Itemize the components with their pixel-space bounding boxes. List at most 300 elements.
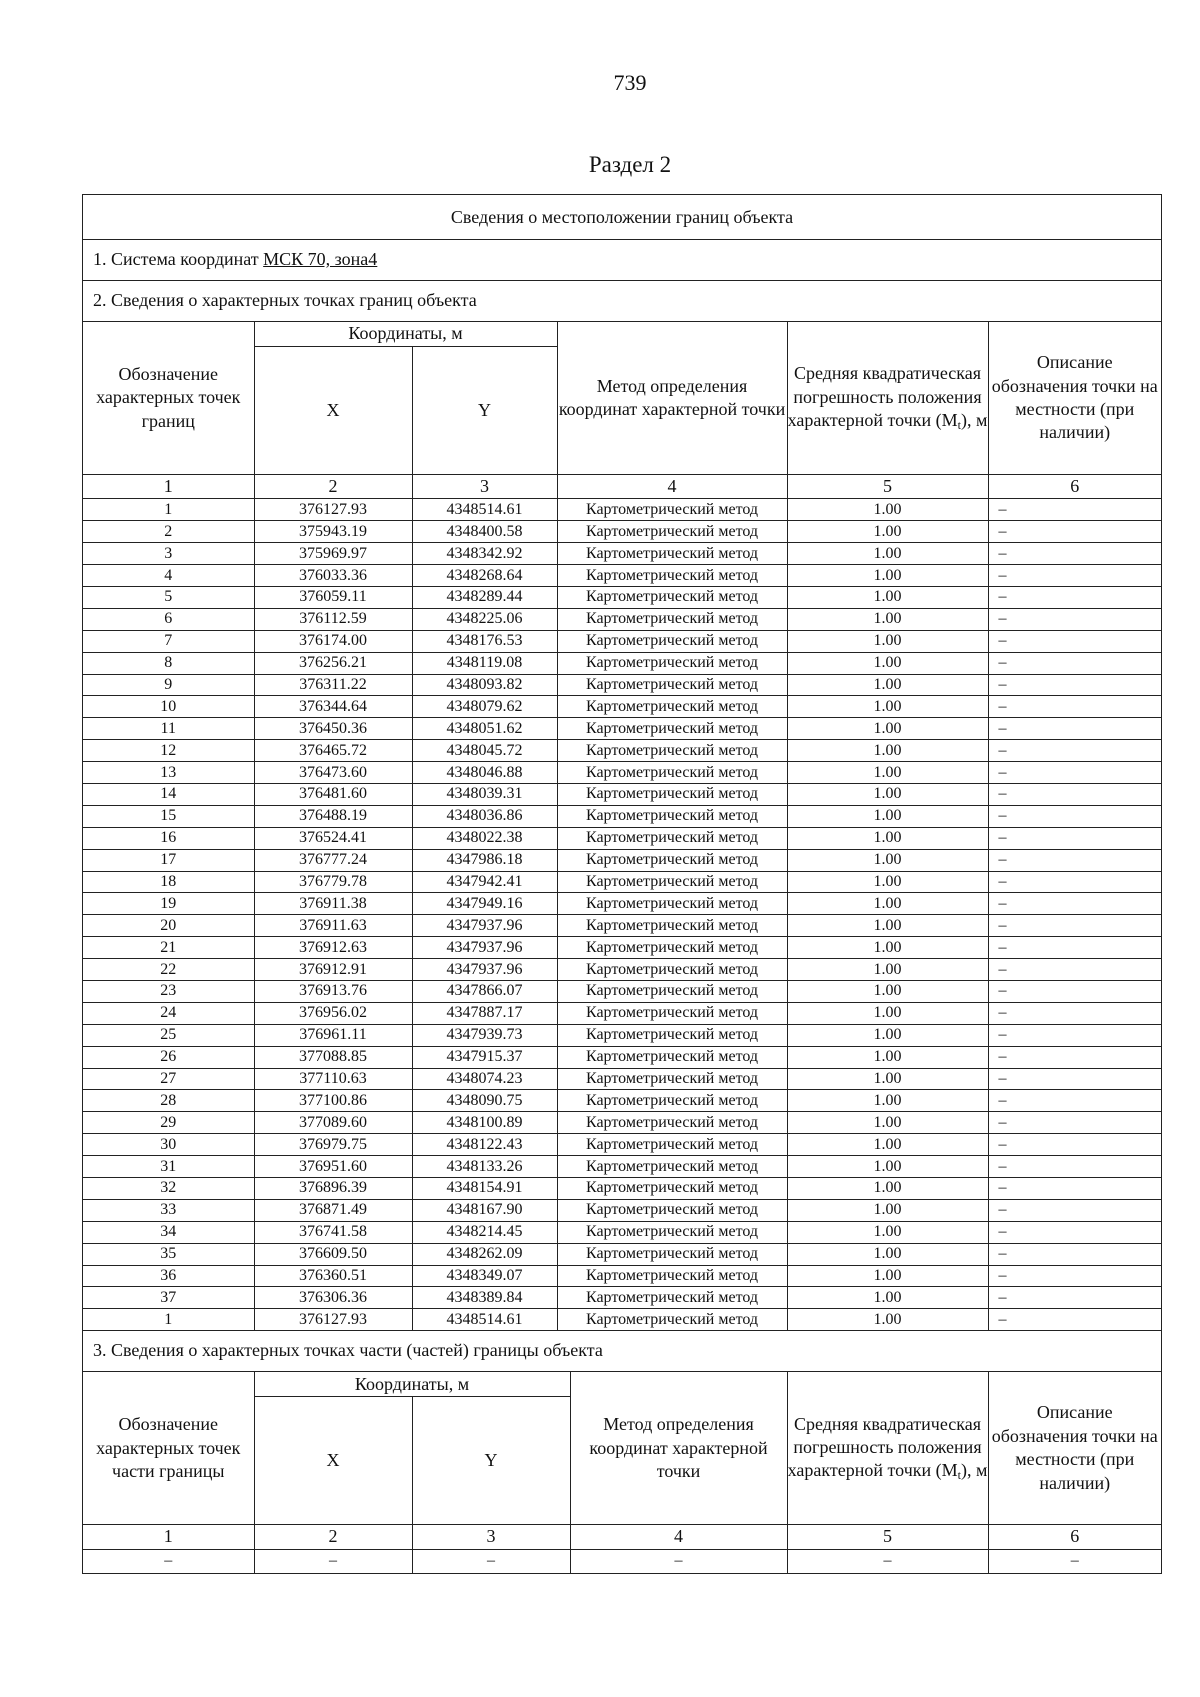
cell-coord-y: 4348289.44	[412, 586, 557, 608]
section-title: Раздел 2	[588, 152, 672, 177]
cell-point-id: 23	[83, 980, 254, 1002]
cell-coord-y: 4348090.75	[412, 1090, 557, 1112]
table-row	[83, 740, 1161, 762]
cell-desc: –	[988, 1024, 1161, 1046]
table-row	[83, 1243, 1161, 1265]
cell-coord-x: 376779.78	[254, 871, 412, 893]
cell-point-id: 26	[83, 1046, 254, 1068]
cell-error: 1.00	[787, 1265, 988, 1287]
cell-coord-y: 4348046.88	[412, 762, 557, 784]
cell-error: 1.00	[787, 1002, 988, 1024]
cell-point-id: 37	[83, 1287, 254, 1309]
column-number: 2	[254, 1525, 412, 1549]
table-cell: –	[787, 1549, 988, 1573]
s3-header-error	[787, 1372, 988, 1525]
cell-desc: –	[988, 608, 1161, 630]
table-row	[83, 1112, 1161, 1134]
coord-system-line	[83, 240, 1161, 281]
cell-desc: –	[988, 1046, 1161, 1068]
cell-error: 1.00	[787, 1090, 988, 1112]
cell-error: 1.00	[787, 630, 988, 652]
cell-method: Картометрический метод	[557, 1178, 787, 1200]
cell-coord-x: 376524.41	[254, 827, 412, 849]
cell-point-id: 22	[83, 959, 254, 981]
cell-coord-y: 4348514.61	[412, 1309, 557, 1331]
cell-coord-y: 4348349.07	[412, 1265, 557, 1287]
cell-method: Картометрический метод	[557, 740, 787, 762]
cell-error: 1.00	[787, 871, 988, 893]
table-row	[83, 893, 1161, 915]
s3-header-point: Обозначение характерных точек части границы	[83, 1372, 254, 1525]
cell-point-id: 6	[83, 608, 254, 630]
cell-coord-y: 4347942.41	[412, 871, 557, 893]
cell-point-id: 1	[83, 1309, 254, 1331]
cell-method: Картометрический метод	[557, 652, 787, 674]
cell-method: Картометрический метод	[557, 1002, 787, 1024]
cell-error: 1.00	[787, 1134, 988, 1156]
cell-coord-y: 4348074.23	[412, 1068, 557, 1090]
cell-error: 1.00	[787, 543, 988, 565]
cell-coord-x: 376112.59	[254, 608, 412, 630]
cell-coord-y: 4347949.16	[412, 893, 557, 915]
header-coords: Координаты, м	[254, 322, 557, 347]
cell-point-id: 4	[83, 565, 254, 587]
cell-desc: –	[988, 521, 1161, 543]
header-error-sub: t	[957, 418, 961, 433]
cell-coord-x: 376911.63	[254, 915, 412, 937]
section3-table	[83, 1372, 1161, 1572]
table-row	[83, 1090, 1161, 1112]
column-number: 5	[787, 475, 988, 499]
header-y: Y	[412, 347, 557, 475]
cell-coord-x: 376311.22	[254, 674, 412, 696]
cell-coord-x: 376951.60	[254, 1156, 412, 1178]
table-row	[83, 915, 1161, 937]
cell-error: 1.00	[787, 740, 988, 762]
cell-method: Картометрический метод	[557, 630, 787, 652]
cell-coord-x: 376777.24	[254, 849, 412, 871]
cell-coord-x: 376871.49	[254, 1199, 412, 1221]
cell-desc: –	[988, 1309, 1161, 1331]
cell-method: Картометрический метод	[557, 1287, 787, 1309]
cell-coord-x: 377100.86	[254, 1090, 412, 1112]
cell-desc: –	[988, 1090, 1161, 1112]
cell-desc: –	[988, 1156, 1161, 1178]
cell-error: 1.00	[787, 565, 988, 587]
s3-header-error-sub: t	[957, 1468, 961, 1483]
s3-header-error-text: Средняя квадратическая погрешность положения характерной точки (M	[787, 1413, 982, 1481]
cell-method: Картометрический метод	[557, 762, 787, 784]
cell-coord-x: 376913.76	[254, 980, 412, 1002]
cell-desc: –	[988, 674, 1161, 696]
cell-coord-y: 4348051.62	[412, 718, 557, 740]
cell-desc: –	[988, 783, 1161, 805]
table-row	[83, 1178, 1161, 1200]
cell-desc: –	[988, 1265, 1161, 1287]
table-row	[83, 1024, 1161, 1046]
table-row	[83, 1156, 1161, 1178]
cell-coord-y: 4348389.84	[412, 1287, 557, 1309]
table-cell: –	[988, 1549, 1161, 1573]
header-point: Обозначение характерных точек границ	[83, 322, 254, 475]
cell-point-id: 19	[83, 893, 254, 915]
cell-point-id: 24	[83, 1002, 254, 1024]
cell-desc: –	[988, 827, 1161, 849]
cell-error: 1.00	[787, 1287, 988, 1309]
cell-coord-y: 4348122.43	[412, 1134, 557, 1156]
cell-method: Картометрический метод	[557, 543, 787, 565]
table-row	[83, 1221, 1161, 1243]
cell-point-id: 12	[83, 740, 254, 762]
s3-header-x: X	[254, 1397, 412, 1525]
cell-error: 1.00	[787, 1024, 988, 1046]
cell-coord-y: 4347937.96	[412, 959, 557, 981]
cell-coord-x: 376465.72	[254, 740, 412, 762]
cell-coord-x: 377089.60	[254, 1112, 412, 1134]
cell-method: Картометрический метод	[557, 893, 787, 915]
cell-error: 1.00	[787, 674, 988, 696]
cell-desc: –	[988, 630, 1161, 652]
table-row	[83, 849, 1161, 871]
cell-coord-x: 376912.63	[254, 937, 412, 959]
cell-coord-x: 376911.38	[254, 893, 412, 915]
cell-coord-y: 4348262.09	[412, 1243, 557, 1265]
cell-coord-y: 4348214.45	[412, 1221, 557, 1243]
cell-method: Картометрический метод	[557, 1112, 787, 1134]
column-numbers-row	[83, 475, 1161, 499]
cell-point-id: 11	[83, 718, 254, 740]
cell-method: Картометрический метод	[557, 1156, 787, 1178]
s3-header-y: Y	[412, 1397, 570, 1525]
cell-point-id: 30	[83, 1134, 254, 1156]
cell-error: 1.00	[787, 652, 988, 674]
cell-point-id: 16	[83, 827, 254, 849]
cell-coord-x: 375943.19	[254, 521, 412, 543]
cell-method: Картометрический метод	[557, 521, 787, 543]
column-number: 4	[570, 1525, 787, 1549]
table-row	[83, 959, 1161, 981]
cell-point-id: 35	[83, 1243, 254, 1265]
column-number: 3	[412, 1525, 570, 1549]
table-cell: –	[83, 1549, 254, 1573]
cell-coord-x: 376741.58	[254, 1221, 412, 1243]
cell-method: Картометрический метод	[557, 1046, 787, 1068]
cell-coord-x: 376127.93	[254, 1309, 412, 1331]
cell-desc: –	[988, 762, 1161, 784]
column-number: 3	[412, 475, 557, 499]
table-title: Сведения о местоположении границ объекта	[83, 195, 1161, 240]
s3-empty-row	[83, 1549, 1161, 1573]
cell-method: Картометрический метод	[557, 1221, 787, 1243]
cell-coord-y: 4347866.07	[412, 980, 557, 1002]
cell-desc: –	[988, 1134, 1161, 1156]
page-number: 739	[613, 70, 647, 95]
points-body	[83, 499, 1161, 1331]
column-number: 5	[787, 1525, 988, 1549]
cell-error: 1.00	[787, 827, 988, 849]
cell-desc: –	[988, 915, 1161, 937]
cell-coord-x: 376609.50	[254, 1243, 412, 1265]
cell-error: 1.00	[787, 915, 988, 937]
cell-method: Картометрический метод	[557, 937, 787, 959]
cell-method: Картометрический метод	[557, 1068, 787, 1090]
cell-coord-y: 4348045.72	[412, 740, 557, 762]
cell-coord-y: 4348167.90	[412, 1199, 557, 1221]
cell-desc: –	[988, 1068, 1161, 1090]
cell-point-id: 31	[83, 1156, 254, 1178]
cell-desc: –	[988, 586, 1161, 608]
cell-error: 1.00	[787, 893, 988, 915]
cell-coord-x: 376360.51	[254, 1265, 412, 1287]
s3-column-numbers-row	[83, 1525, 1161, 1549]
cell-coord-y: 4348100.89	[412, 1112, 557, 1134]
cell-desc: –	[988, 1002, 1161, 1024]
cell-method: Картометрический метод	[557, 1243, 787, 1265]
cell-coord-y: 4348022.38	[412, 827, 557, 849]
cell-desc: –	[988, 980, 1161, 1002]
cell-desc: –	[988, 565, 1161, 587]
cell-coord-y: 4348268.64	[412, 565, 557, 587]
cell-point-id: 10	[83, 696, 254, 718]
cell-method: Картометрический метод	[557, 849, 787, 871]
cell-coord-x: 377110.63	[254, 1068, 412, 1090]
cell-error: 1.00	[787, 1112, 988, 1134]
table-row	[83, 937, 1161, 959]
cell-coord-x: 376059.11	[254, 586, 412, 608]
cell-coord-y: 4348154.91	[412, 1178, 557, 1200]
cell-coord-y: 4347915.37	[412, 1046, 557, 1068]
cell-desc: –	[988, 1221, 1161, 1243]
s3-header-desc: Описание обозначения точки на местности (при наличии)	[988, 1372, 1161, 1525]
cell-coord-y: 4348400.58	[412, 521, 557, 543]
table-cell: –	[570, 1549, 787, 1573]
table-row	[83, 565, 1161, 587]
cell-point-id: 36	[83, 1265, 254, 1287]
boundary-info-table	[82, 194, 1162, 1574]
coord-system-value: МСК 70, зона4	[263, 249, 378, 269]
s3-header-coords: Координаты, м	[254, 1372, 570, 1397]
cell-point-id: 3	[83, 543, 254, 565]
cell-desc: –	[988, 1287, 1161, 1309]
cell-error: 1.00	[787, 586, 988, 608]
cell-coord-x: 376256.21	[254, 652, 412, 674]
cell-method: Картометрический метод	[557, 783, 787, 805]
cell-error: 1.00	[787, 1046, 988, 1068]
cell-coord-x: 376961.11	[254, 1024, 412, 1046]
cell-coord-x: 376033.36	[254, 565, 412, 587]
cell-method: Картометрический метод	[557, 915, 787, 937]
table-cell: –	[254, 1549, 412, 1573]
cell-coord-y: 4347986.18	[412, 849, 557, 871]
cell-error: 1.00	[787, 783, 988, 805]
cell-coord-x: 376306.36	[254, 1287, 412, 1309]
cell-desc: –	[988, 499, 1161, 521]
cell-method: Картометрический метод	[557, 1024, 787, 1046]
cell-method: Картометрический метод	[557, 1090, 787, 1112]
cell-point-id: 5	[83, 586, 254, 608]
column-number: 1	[83, 475, 254, 499]
section2-table	[83, 322, 1161, 1331]
s3-header-method: Метод определения координат характерной точки	[570, 1372, 787, 1525]
cell-desc: –	[988, 1178, 1161, 1200]
cell-coord-y: 4348036.86	[412, 805, 557, 827]
cell-desc: –	[988, 1243, 1161, 1265]
cell-point-id: 9	[83, 674, 254, 696]
cell-coord-x: 376488.19	[254, 805, 412, 827]
cell-error: 1.00	[787, 608, 988, 630]
table-row	[83, 1134, 1161, 1156]
table-row	[83, 1199, 1161, 1221]
header-error	[787, 322, 988, 475]
cell-point-id: 29	[83, 1112, 254, 1134]
table-row	[83, 1068, 1161, 1090]
cell-coord-x: 376344.64	[254, 696, 412, 718]
cell-error: 1.00	[787, 805, 988, 827]
cell-desc: –	[988, 871, 1161, 893]
table-row	[83, 696, 1161, 718]
cell-point-id: 13	[83, 762, 254, 784]
cell-point-id: 28	[83, 1090, 254, 1112]
table-row	[83, 608, 1161, 630]
cell-point-id: 7	[83, 630, 254, 652]
cell-method: Картометрический метод	[557, 696, 787, 718]
cell-desc: –	[988, 849, 1161, 871]
table-row	[83, 1046, 1161, 1068]
cell-coord-x: 376450.36	[254, 718, 412, 740]
table-row	[83, 783, 1161, 805]
table-row	[83, 1287, 1161, 1309]
cell-point-id: 8	[83, 652, 254, 674]
cell-coord-x: 377088.85	[254, 1046, 412, 1068]
cell-point-id: 15	[83, 805, 254, 827]
cell-error: 1.00	[787, 1309, 988, 1331]
column-number: 2	[254, 475, 412, 499]
cell-desc: –	[988, 1199, 1161, 1221]
cell-desc: –	[988, 740, 1161, 762]
header-desc: Описание обозначения точки на местности (при наличии)	[988, 322, 1161, 475]
table-row	[83, 805, 1161, 827]
s3-header-error-tail: ), м	[960, 1460, 988, 1481]
cell-error: 1.00	[787, 521, 988, 543]
table-row	[83, 652, 1161, 674]
cell-coord-y: 4348093.82	[412, 674, 557, 696]
cell-error: 1.00	[787, 499, 988, 521]
cell-coord-x: 376473.60	[254, 762, 412, 784]
cell-method: Картометрический метод	[557, 1265, 787, 1287]
table-row	[83, 980, 1161, 1002]
cell-desc: –	[988, 543, 1161, 565]
cell-point-id: 33	[83, 1199, 254, 1221]
cell-method: Картометрический метод	[557, 1134, 787, 1156]
table-row	[83, 762, 1161, 784]
cell-coord-y: 4347887.17	[412, 1002, 557, 1024]
cell-desc: –	[988, 652, 1161, 674]
cell-method: Картометрический метод	[557, 586, 787, 608]
cell-coord-x: 375969.97	[254, 543, 412, 565]
cell-point-id: 14	[83, 783, 254, 805]
cell-desc: –	[988, 959, 1161, 981]
cell-point-id: 18	[83, 871, 254, 893]
cell-desc: –	[988, 718, 1161, 740]
cell-coord-y: 4348119.08	[412, 652, 557, 674]
table-row	[83, 499, 1161, 521]
cell-desc: –	[988, 805, 1161, 827]
cell-point-id: 1	[83, 499, 254, 521]
header-method: Метод определения координат характерной точки	[557, 322, 787, 475]
cell-desc: –	[988, 937, 1161, 959]
table-row	[83, 1265, 1161, 1287]
cell-error: 1.00	[787, 718, 988, 740]
section3-title: 3. Сведения о характерных точках части (частей) границы объекта	[83, 1331, 1161, 1372]
cell-coord-x: 376912.91	[254, 959, 412, 981]
table-cell: –	[412, 1549, 570, 1573]
cell-coord-y: 4348176.53	[412, 630, 557, 652]
cell-point-id: 27	[83, 1068, 254, 1090]
cell-method: Картометрический метод	[557, 1199, 787, 1221]
cell-desc: –	[988, 696, 1161, 718]
cell-point-id: 20	[83, 915, 254, 937]
cell-error: 1.00	[787, 1068, 988, 1090]
cell-coord-x: 376481.60	[254, 783, 412, 805]
cell-error: 1.00	[787, 849, 988, 871]
table-row	[83, 674, 1161, 696]
section2-title: 2. Сведения о характерных точках границ объекта	[83, 281, 1161, 322]
cell-method: Картометрический метод	[557, 980, 787, 1002]
header-error-text: Средняя квадратическая погрешность положения характерной точки (M	[787, 363, 982, 431]
column-number: 6	[988, 1525, 1161, 1549]
cell-coord-y: 4347937.96	[412, 915, 557, 937]
cell-coord-y: 4347937.96	[412, 937, 557, 959]
cell-error: 1.00	[787, 696, 988, 718]
cell-coord-y: 4348225.06	[412, 608, 557, 630]
cell-coord-y: 4348514.61	[412, 499, 557, 521]
cell-method: Картометрический метод	[557, 805, 787, 827]
table-row	[83, 1002, 1161, 1024]
cell-desc: –	[988, 1112, 1161, 1134]
cell-method: Картометрический метод	[557, 718, 787, 740]
cell-method: Картометрический метод	[557, 871, 787, 893]
cell-coord-x: 376979.75	[254, 1134, 412, 1156]
cell-error: 1.00	[787, 762, 988, 784]
cell-method: Картометрический метод	[557, 959, 787, 981]
cell-method: Картометрический метод	[557, 827, 787, 849]
cell-point-id: 34	[83, 1221, 254, 1243]
cell-method: Картометрический метод	[557, 565, 787, 587]
header-x: X	[254, 347, 412, 475]
cell-error: 1.00	[787, 937, 988, 959]
cell-point-id: 17	[83, 849, 254, 871]
cell-method: Картометрический метод	[557, 1309, 787, 1331]
cell-error: 1.00	[787, 980, 988, 1002]
table-row	[83, 630, 1161, 652]
cell-method: Картометрический метод	[557, 608, 787, 630]
header-error-tail: ), м	[960, 410, 988, 431]
table-row	[83, 827, 1161, 849]
cell-point-id: 2	[83, 521, 254, 543]
cell-method: Картометрический метод	[557, 499, 787, 521]
cell-error: 1.00	[787, 1199, 988, 1221]
table-row	[83, 543, 1161, 565]
cell-desc: –	[988, 893, 1161, 915]
cell-coord-x: 376956.02	[254, 1002, 412, 1024]
column-number: 1	[83, 1525, 254, 1549]
table-row	[83, 871, 1161, 893]
cell-coord-y: 4348079.62	[412, 696, 557, 718]
cell-coord-y: 4348039.31	[412, 783, 557, 805]
column-number: 4	[557, 475, 787, 499]
cell-coord-x: 376127.93	[254, 499, 412, 521]
table-row	[83, 1309, 1161, 1331]
